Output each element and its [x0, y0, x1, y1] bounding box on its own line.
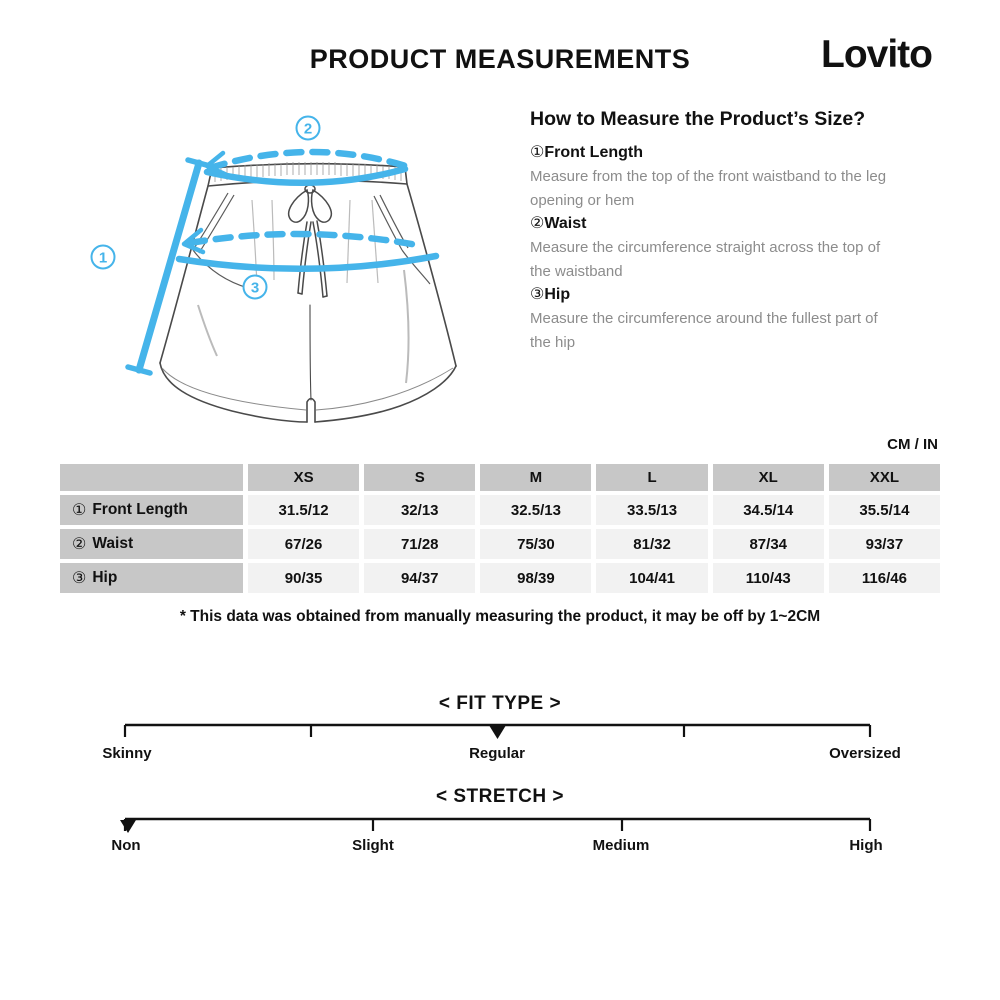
fit-type-title: < FIT TYPE > [438, 693, 562, 714]
value-cell: 35.5/14 [829, 495, 940, 525]
value-cell: 90/35 [248, 563, 359, 593]
value-cell: 33.5/13 [596, 495, 707, 525]
drawstring-bow [289, 185, 332, 297]
stretch-scale [120, 816, 880, 836]
value-cell: 32/13 [364, 495, 475, 525]
value-cell: 32.5/13 [480, 495, 591, 525]
measure-guide [530, 108, 898, 354]
value-cell: 104/41 [596, 563, 707, 593]
value-cell: 94/37 [364, 563, 475, 593]
value-cell: 87/34 [713, 529, 824, 559]
fit-label-skinny: Skinny [102, 745, 152, 762]
table-header-cell: XS [248, 464, 359, 491]
row-label-hip: ③ Hip [60, 563, 243, 593]
guide-item-label: ①Front Length [530, 144, 643, 161]
fit-type-scale [120, 722, 880, 742]
value-cell: 71/28 [364, 529, 475, 559]
value-cell: 110/43 [713, 563, 824, 593]
shorts-body-outline [160, 184, 456, 422]
guide-item-desc: Measure the circumference straight across the top of the waistband [530, 239, 881, 280]
value-cell: 93/37 [829, 529, 940, 559]
guide-item-hip [530, 283, 898, 354]
value-cell: 116/46 [829, 563, 940, 593]
value-cell: 34.5/14 [713, 495, 824, 525]
value-cell: 75/30 [480, 529, 591, 559]
brand-logo: Lovito [821, 33, 932, 76]
circled-number: ② [72, 536, 87, 553]
table-header-cell: XL [713, 464, 824, 491]
circled-number: ① [72, 502, 87, 519]
stretch-marker [120, 820, 136, 833]
table-header-cell: L [596, 464, 707, 491]
fit-label-regular: Regular [469, 745, 525, 762]
guide-title: How to Measure the Product’s Size? [530, 108, 866, 130]
guide-item-desc: Measure from the top of the front waistband to the leg opening or hem [530, 168, 887, 209]
table-header-cell: XXL [829, 464, 940, 491]
table-header-cell: M [480, 464, 591, 491]
value-cell: 98/39 [480, 563, 591, 593]
guide-item-waist [530, 212, 898, 283]
guide-item-desc: Measure the circumference around the fullest part of the hip [530, 310, 878, 351]
front-length-measure-line [128, 160, 210, 373]
stretch-label-non: Non [111, 837, 141, 854]
marker-1-number: 1 [98, 249, 108, 267]
circled-number: ③ [530, 286, 545, 303]
circled-number: ③ [72, 570, 87, 587]
value-cell: 31.5/12 [248, 495, 359, 525]
shorts-diagram-svg [60, 100, 520, 445]
circled-number: ② [530, 215, 545, 232]
row-label-front-length: ① Front Length [60, 495, 243, 525]
shorts-diagram [60, 100, 520, 445]
fit-label-oversized: Oversized [829, 745, 901, 762]
table-header-cell: S [364, 464, 475, 491]
marker-3-number: 3 [250, 279, 260, 297]
guide-item-label: ③Hip [530, 286, 571, 303]
stretch-label-high: High [849, 837, 883, 854]
stretch-label-medium: Medium [592, 837, 650, 854]
unit-label: CM / IN [887, 436, 938, 453]
page-title: PRODUCT MEASUREMENTS [309, 44, 691, 74]
value-cell: 81/32 [596, 529, 707, 559]
circled-number: ① [530, 144, 545, 161]
row-label-waist: ② Waist [60, 529, 243, 559]
stretch-title: < STRETCH > [436, 786, 564, 807]
fit-type-marker [490, 726, 506, 739]
value-cell: 67/26 [248, 529, 359, 559]
guide-item-front-length [530, 141, 898, 212]
guide-item-label: ②Waist [530, 215, 587, 232]
table-corner-cell [60, 464, 243, 491]
disclaimer-note: * This data was obtained from manually measuring the product, it may be off by 1~2CM [179, 608, 821, 625]
size-table [60, 464, 940, 593]
marker-2-number: 2 [303, 120, 313, 138]
fabric-drape-lines [198, 200, 408, 383]
waist-measure-ellipse [207, 152, 406, 183]
stretch-label-slight: Slight [352, 837, 394, 854]
